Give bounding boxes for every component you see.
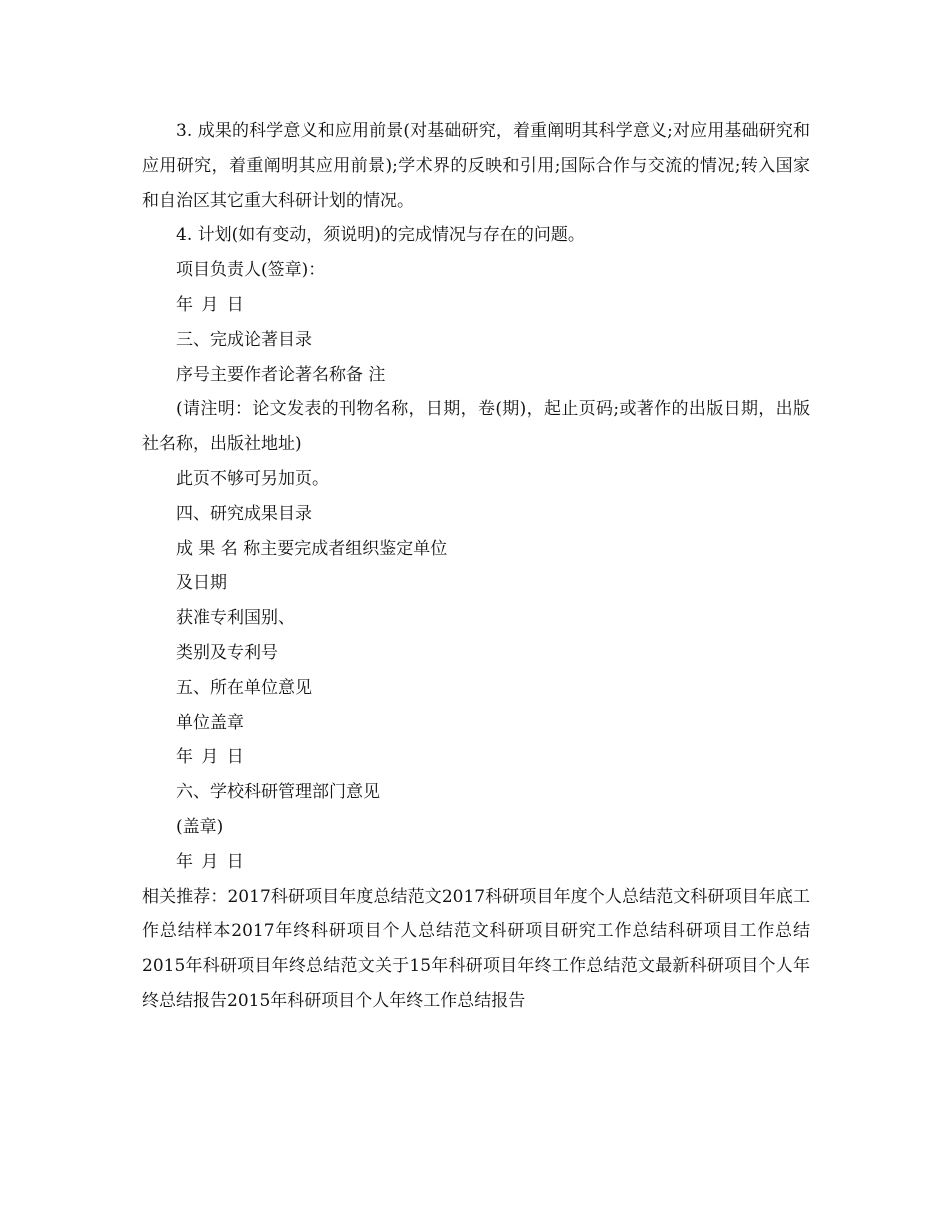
date-line: 年 月 日 <box>176 851 246 872</box>
extra-page-note: 此页不够可另加页。 <box>176 468 329 489</box>
section-heading-publications: 三、完成论著目录 <box>176 329 312 350</box>
paragraph-scientific-significance: 3. 成果的科学意义和应用前景(对基础研究，着重阐明其科学意义;对应用基础研究和应用研究，着重阐明其应用前景);学术界的反映和引用;国际合作与交流的情况;转入国家和自治区其它重大科研计划的情况。 <box>142 121 810 211</box>
publications-note: (请注明：论文发表的刊物名称，日期，卷(期)，起止页码;或著作的出版日期，出版社名称，出版社地址) <box>142 399 810 455</box>
results-table-header: 成 果 名 称主要完成者组织鉴定单位 <box>176 538 448 559</box>
project-leader-signature-label: 项目负责人(签章)： <box>176 260 326 281</box>
date-line: 年 月 日 <box>176 294 246 315</box>
results-table-header-patent-number: 类别及专利号 <box>176 642 278 663</box>
section-heading-unit-opinion: 五、所在单位意见 <box>176 677 312 698</box>
paragraph-plan-completion: 4. 计划(如有变动，须说明)的完成情况与存在的问题。 <box>176 225 585 246</box>
related-recommendations: 相关推荐：2017科研项目年度总结范文2017科研项目年度个人总结范文科研项目年底工作总结样本2017年终科研项目个人总结范文科研项目研究工作总结科研项目工作总结2015年科研项目年终总结范文关于15年科研项目年终工作总结范文最新科研项目个人年终总结报告2015年科研项目个人年终工作总结报告 <box>142 886 810 1011</box>
document-body <box>142 114 810 1019</box>
unit-seal-label: 单位盖章 <box>176 712 244 733</box>
section-heading-research-office-opinion: 六、学校科研管理部门意见 <box>176 782 380 803</box>
section-heading-results: 四、研究成果目录 <box>176 503 312 524</box>
results-table-header-date: 及日期 <box>176 573 227 594</box>
date-line: 年 月 日 <box>176 747 246 768</box>
seal-label: (盖章) <box>176 816 224 837</box>
results-table-header-patent-country: 获准专利国别、 <box>176 608 295 629</box>
publications-table-header: 序号主要作者论著名称备 注 <box>176 364 386 385</box>
